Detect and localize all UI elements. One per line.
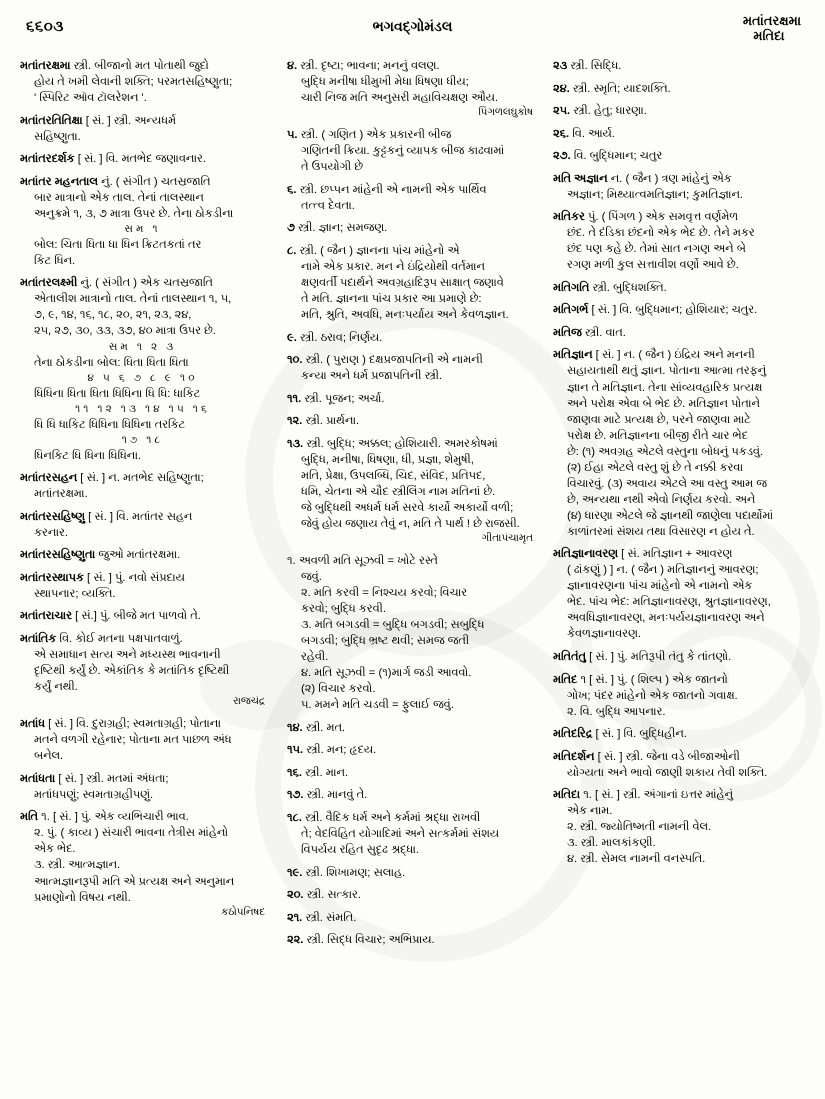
entry-body-line: ૩. સ્ત્રી. માલકાંકણી. <box>567 837 656 850</box>
entry-body-line: ધિનકિટ ધિ ધિના ધિધિના. <box>34 449 142 462</box>
headword: મતિ <box>20 811 39 824</box>
entry-body-line: કિટ ધિન. <box>34 254 76 267</box>
headword: મતાંતરતિતિક્ષા <box>20 114 83 127</box>
entry-body-line: ૫. મમને મતિ ચડવી = ફુલાઈ જવું. <box>301 699 454 712</box>
entry-headword-line: મતિદરિદ્ર [ સં. ] વિ. બુદ્ધિહીન. <box>553 728 687 741</box>
headword: મતિદરિદ્ર <box>553 728 593 741</box>
entry-body-line: તે ઉપયોગી છે <box>301 161 363 174</box>
entry-headword-line: ૨૦. સ્ત્રી. સત્કાર. <box>287 889 361 902</box>
entry-body-line: બુદ્ધિ મનીષા ધીમુખી મેધા ધિષણા ધીય; <box>301 76 469 89</box>
entry-body-line: છે, અન્યથા નથી એવો નિર્ણય કરવો. અને <box>567 493 756 506</box>
entry-headword-line: મતાંતરસહિષ્ણુતા જુઓ મતાંતરક્ષમા. <box>20 549 181 562</box>
entry-body-line: ( ઢાંકણું ) ] ન. ( જૈન ) મતિજ્ઞાનનું આવરણ; <box>567 564 759 577</box>
headword: મતિતંતુ <box>553 651 586 663</box>
dictionary-entry <box>287 243 533 323</box>
entry-body-line: કેવળજ્ઞાનાવરણ. <box>567 628 641 641</box>
entry-headword-line: મતિગર્ભ [ સં. ] વિ. બુદ્ધિમાન; હોશિયાર; ચતુર. <box>553 304 758 317</box>
entry-headword-line: ૧૩. સ્ત્રી. બુદ્ધિ; અક્કલ; હોશિયારી. અમરકોષમાં <box>287 437 498 450</box>
headword: ૧૦. <box>287 354 303 367</box>
entry-headword-line: ૬. સ્ત્રી. છપ્પન માંહેની એ નામની એક પાર્થિવ <box>287 183 487 196</box>
tala-beat-numbers: સમ ૧ ૨ ૩ <box>108 340 177 353</box>
entry-body-line: ધિધિના ધિતા ધિતા ધિધિના ધિ ધિ: ધાકિટ <box>34 387 201 400</box>
entry-headword-line: ૫. સ્ત્રી. ( ગણિત ) એક પ્રકારની બીજ <box>287 129 452 142</box>
column-3 <box>543 58 825 1099</box>
entry-body-line: ગણિતની ક્રિયા. કુટ્ટકનું વ્યાપક બીજ કાઢવામાં <box>301 145 505 158</box>
dictionary-entry <box>553 672 807 720</box>
tala-beat-numbers: ૪ ૫ ૬ ૭ ૮ ૯ ૧૦ <box>87 371 198 384</box>
dictionary-entry <box>287 220 533 236</box>
tala-beat-numbers: ૧૧ ૧૨ ૧૩ ૧૪ ૧૫ ૧૬ <box>75 402 210 415</box>
entry-headword-line: મતિદ ૧ [ સં. ] પું. ( શિલ્પ ) એક જાતનો <box>553 673 728 686</box>
entry-headword-line: ૧૮. સ્ત્રી. વૈદિક ધર્મ અને કર્મમાં શ્રદ્ધા રાખવી <box>287 811 481 824</box>
entry-body-line: સહિષ્ણુતા. <box>34 130 81 143</box>
entry-body-line: એક ભેદ. <box>34 843 76 856</box>
dictionary-entry <box>20 470 265 502</box>
entry-body-line: બનેલ. <box>34 750 64 763</box>
entry-body-line: (૪) ધારણા એટલે જે જ્ઞાનથી જાણેલા પદાર્થોમાં <box>567 509 774 522</box>
entry-body-line: યોગ્યતા અને ભાવો જાણી શકાય તેવી શક્તિ. <box>567 766 768 779</box>
entry-body-line: ૨. મતિ કરવી = નિશ્ચય કરવો; વિચાર <box>301 587 468 600</box>
entry-body-line: ' સ્પિરિટ ઑવ ટૉલરેશન '. <box>34 92 147 105</box>
dictionary-entry <box>287 887 533 903</box>
entry-body-line: અજ્ઞાન; મિથ્યાત્વમતિજ્ઞાન; કુમતિજ્ઞાન. <box>567 188 744 201</box>
dictionary-entry <box>553 126 807 142</box>
dictionary-entry <box>553 787 807 867</box>
headword: મતાંતિક <box>20 633 57 645</box>
dictionary-entry <box>287 182 533 214</box>
tala-beat-numbers: સમ ૧ <box>124 222 161 235</box>
entry-headword-line: મતિજ સ્ત્રી. વાત. <box>553 326 626 339</box>
entry-headword-line: ૨૫. સ્ત્રી. હેતુ; ધારણા. <box>553 105 647 118</box>
entry-body-line: એ સમાધાન સત્ય અને મધ્યસ્થ ભાવનાની <box>34 649 221 662</box>
headword: ૧૩. <box>287 437 304 450</box>
dictionary-entry <box>20 174 265 269</box>
guide-word-first: મતાંતરક્ષમા <box>742 13 801 28</box>
headword: ૨૬. <box>553 127 570 140</box>
entry-body-line: (૨) ઈહા એટલે વસ્તુ શું છે તે નક્કી કરવા <box>567 461 744 474</box>
dictionary-entry <box>553 302 807 318</box>
entry-body-line: ૪. સ્ત્રી. સેમલ નામની વનસ્પતિ. <box>567 853 706 866</box>
text-columns <box>0 58 825 1099</box>
entry-body-line: અવધિજ્ઞાનાવરણ, મનઃપર્યયજ્ઞાનાવરણ અને <box>567 612 765 625</box>
entry-headword-line: ૧૨. સ્ત્રી. પ્રાર્થના. <box>287 415 360 428</box>
entry-body-line: જે બુદ્ધિથી અધર્મ ધર્મ સરવે કાર્યો અકાર્યો વળી; <box>301 501 514 514</box>
entry-headword-line: મતાંતરાચાર [ સં.] પું. બીજે મત પાળવો તે. <box>20 610 201 623</box>
entry-headword-line: મતાંતરસહિષ્ણુ [ સં. ] વિ. મતાંતર સહન <box>20 510 193 523</box>
entry-body-line: બગડવી; બુદ્ધિ ભ્રષ્ટ થવી; સમજ જતી <box>301 635 470 648</box>
entry-body-line: જેવું હોય જણાય તેવું ન, મતિ તે પાર્થ ! છે રાજસી. <box>301 517 520 530</box>
dictionary-entry <box>20 113 265 145</box>
entry-body-line: ૨. વિ. બુદ્ધિ આપનાર. <box>567 705 666 718</box>
entry-body-line: વિપર્યય રહિત સુદૃઢ શ્રદ્ધા. <box>301 844 420 856</box>
dictionary-entry <box>20 275 265 463</box>
entry-body-line: તે મતિ. જ્ઞાનના પાંચ પ્રકાર આ પ્રમાણે છે: <box>301 292 482 305</box>
dictionary-entry <box>287 127 533 175</box>
headword: મતાંતરાચાર <box>20 610 72 623</box>
entry-body-line: તેના ઠોકડીના બોલ: ધિતા ધિતા ધિતા <box>34 356 189 369</box>
dictionary-entry <box>553 546 807 642</box>
entry-headword-line: મતિદા ૧. [ સં. ] સ્ત્રી. અંગાનાં ઇત્તર માંહેનું <box>553 789 734 802</box>
entry-body-line: એક નામ. <box>567 805 613 818</box>
dictionary-entry <box>553 171 807 203</box>
entry-headword-line: મતાંતરક્ષમા સ્ત્રી. બીજાનો મત પોતાથી જુદો <box>20 60 209 72</box>
dictionary-entry <box>20 570 265 602</box>
entry-body-line: મતાંધપણું; સ્વમતાગ્રહીપણું. <box>34 788 154 801</box>
entry-body-line: કરનાર. <box>34 526 68 539</box>
entry-body-line: મતને વળગી રહેનાર; પોતાના મત પાછળ અંધ <box>34 734 232 747</box>
entry-headword-line: ૨૩ સ્ત્રી. સિદ્ધિ. <box>553 60 622 72</box>
entry-body-line: સહાયતાથી થતું જ્ઞાન. પોતાના આત્મા તરફનું <box>567 365 767 378</box>
entry-body-line: કન્યા અને ધર્મ પ્રજાપતિની સ્ત્રી. <box>301 370 443 383</box>
entry-body-line: રગણ મળી કુલ સત્તાવીશ વર્ણો આવે છે. <box>567 259 739 272</box>
dictionary-entry <box>20 509 265 541</box>
entry-body-line: અનુક્રમે ૧, ૩, ૭ માત્રા ઉપર છે. તેના ઠોકડીના <box>34 207 234 220</box>
dictionary-entry <box>287 810 533 858</box>
dictionary-entry <box>553 649 807 665</box>
dictionary-entry <box>553 148 807 164</box>
entry-body-line: તત્ત્વ દેવતા. <box>301 199 355 212</box>
entry-body-line: ગોખ; પંદર માંહેનો એક જાતનો ગવાક્ષ. <box>567 689 738 702</box>
entry-headword-line: મતિગતિ સ્ત્રી. બુદ્ધિશક્તિ. <box>553 281 667 294</box>
dictionary-entry <box>20 771 265 803</box>
entry-headword-line: ૨૨. સ્ત્રી. સિદ્ધ વિચાર; અભિપ્રાય. <box>287 934 435 947</box>
dictionary-entry <box>20 151 265 167</box>
headword: મતિકર <box>553 211 585 224</box>
entry-headword-line: મતાંતરલક્ષ્મી નું. ( સંગીત ) એક ચતસ્રજાતિ <box>20 277 213 290</box>
entry-body-line: સ્થાપનાર; વ્યક્તિ. <box>34 587 116 600</box>
entry-headword-line: ૨૬. વિ. આર્ય. <box>553 127 615 140</box>
headword: ૨૫. <box>553 105 571 118</box>
entry-body-line: ૪. મતિ સૂઝવી = (૧)માર્ગ જડી આવવો. <box>301 667 472 680</box>
headword: ૧૯. <box>287 866 303 879</box>
entry-body-line: આત્મજ્ઞાનરૂપી મતિ એ પ્રત્યક્ષ અને અનુમાન <box>34 875 235 888</box>
guide-words <box>743 14 801 44</box>
headword: ૨૨. <box>287 934 304 947</box>
entry-body-line: કરવો; બુદ્ધિ કરવી. <box>301 603 387 616</box>
dictionary-entry <box>287 553 533 713</box>
entry-body-line: જવું. <box>301 571 322 584</box>
headword: ૫. <box>287 129 298 142</box>
dictionary-entry <box>287 865 533 881</box>
entry-body-line: ભેદ. પાંચ ભેદ: મતિજ્ઞાનાવરણ, શ્રુતજ્ઞાનાવરણ, <box>567 596 771 609</box>
entry-headword-line: મતિ અજ્ઞાન ન. ( જૈન ) ત્રણ માંહેનું એક <box>553 172 732 185</box>
dictionary-entry <box>287 720 533 736</box>
entry-body-line: ક્ષણવર્તી પદાર્થને અવગ્રહાદિરૂપ સાક્ષાત્ જણાવે <box>301 276 504 289</box>
dictionary-entry <box>553 58 807 74</box>
headword: ૯. <box>287 331 297 344</box>
entry-headword-line: ૧૯. સ્ત્રી. શિખામણ; સલાહ. <box>287 866 406 879</box>
dictionary-entry <box>553 325 807 341</box>
dictionary-entry <box>553 749 807 781</box>
entry-headword-line: મતાંધ [ સં. ] વિ. દુરાગ્રહી; સ્વમતાગ્રહી; પોતાના <box>20 718 221 731</box>
headword: ૧૬. <box>287 766 303 779</box>
dictionary-entry <box>553 347 807 539</box>
dictionary-entry <box>20 608 265 624</box>
entry-body-line: પ્રમાણોનો વિષય નથી. <box>34 891 131 904</box>
entry-headword-line: ૧૪. સ્ત્રી. મત. <box>287 721 346 734</box>
dictionary-entry <box>553 103 807 119</box>
entry-body-line: ૨. પું. ( કાવ્ય ) સંચારી ભાવના તેત્રીસ માંહેનો <box>34 827 229 840</box>
dictionary-entry <box>287 436 533 547</box>
headword: મતિજ <box>553 326 582 339</box>
entry-body-line: ધિ ધિ ધાકિટ ધિધિના ધિધિના તરકિટ <box>34 418 186 431</box>
headword: મતિજ્ઞાન <box>553 349 593 362</box>
entry-body-line: જ્ઞાનાવરણના પાંચ માંહેનો એ નામનો એક <box>567 580 753 593</box>
dictionary-entry <box>287 58 533 121</box>
entry-body-line: પરોક્ષ છે. મતિજ્ઞાનના બીજી રીતે ચાર ભેદ <box>567 429 748 442</box>
headword: મતાંતરલક્ષ્મી <box>20 277 78 290</box>
entry-body-line: તે; વેદવિહિત યોગાદિમાં અને સત્કર્મમાં સંશય <box>301 827 500 840</box>
headword: મતિદા <box>553 789 581 802</box>
entry-body-line: અને પરોક્ષ એવા બે ભેદ છે. મતિજ્ઞાન પોતાને <box>567 397 760 410</box>
entry-headword-line: મતિતંતુ [ સં. ] પું. મતિરૂપી તંતુ કે તાંતણો. <box>553 651 732 663</box>
headword: ૭ <box>287 222 295 235</box>
entry-body-line: જ્ઞાન તે મતિજ્ઞાન. તેના સાંવ્યવહારિક પ્રત્યક્ષ <box>567 381 763 394</box>
entry-source: રાજચંદ્ર <box>233 696 265 708</box>
entry-body-line: બુદ્ધિ, મનીષા, ધિષણા, ધી, પ્રજ્ઞા, શેમુષી, <box>301 453 474 466</box>
headword: ૧૫. <box>287 744 304 757</box>
entry-body-line: હોય તે ખમી લેવાની શક્તિ; પરમતસહિષ્ણુતા; <box>34 76 233 89</box>
headword: મતાંતરસહન <box>20 472 78 485</box>
entry-body-line: વિચારવું. (૩) અવાય એટલે આ વસ્તુ આમ જ <box>567 477 767 490</box>
entry-headword-line: ૧૭. સ્ત્રી. માનવું તે. <box>287 789 368 802</box>
dictionary-entry <box>287 765 533 781</box>
entry-headword-line: મતિકર પું. ( પિંગળ ) એક સમવૃત્ત વર્ણમેળ <box>553 211 739 224</box>
headword: મતાંધતા <box>20 772 56 785</box>
entry-body-line: ૩. મતિ બગડવી = બુદ્ધિ બગડવી; સબુદ્ધિ <box>301 619 485 632</box>
headword: ૨૦. <box>287 889 304 902</box>
entry-headword-line: મતાંતરદર્શક [ સં. ] વિ. મતભેદ જણાવનાર. <box>20 153 207 166</box>
entry-headword-line: ૨૧. સ્ત્રી. સંમતિ. <box>287 911 357 924</box>
entry-body-line: જાણવા માટે પ્રત્યક્ષ છે, પરને જાણવા માટે <box>567 413 751 426</box>
headword: ૧૮. <box>287 811 302 824</box>
entry-body-line: છંદ પણ કહે છે. તેમાં સાત નગણ અને બે <box>567 243 746 256</box>
entry-headword-line: મતિ ૧. [ સં. ] પું. એક વ્યભિચારી ભાવ. <box>20 811 189 824</box>
dictionary-entry <box>287 330 533 346</box>
entry-headword-line: મતિજ્ઞાનાવરણ [ સં. મતિજ્ઞાન + આવરણ <box>553 548 733 561</box>
dictionary-entry <box>553 81 807 97</box>
dictionary-entry <box>553 280 807 296</box>
entry-body-line: ૭, ૯, ૧૪, ૧૬, ૧૮, ૨૦, ૨૧, ૨૩, ૨૪, <box>34 309 192 322</box>
entry-headword-line: ૧૧. સ્ત્રી. પૂજન; અર્ચા. <box>287 392 385 405</box>
entry-source: ગીતાપંચામૃત <box>481 532 533 544</box>
guide-word-last: મતિદા <box>753 27 785 43</box>
headword: ૧૨. <box>287 415 303 428</box>
entry-headword-line: મતાંતર મહનતાલ નું. ( સંગીત ) ચતસ્રજાતિ <box>20 175 211 188</box>
entry-headword-line: ૧૦. સ્ત્રી. ( પુરાણ ) દક્ષપ્રજાપતિની એ નામની <box>287 354 483 367</box>
headword: ૨૩ <box>553 60 568 72</box>
dictionary-entry <box>553 209 807 273</box>
headword: મતિગતિ <box>553 281 590 294</box>
entry-source: પિંગળલઘુકોષ <box>478 107 533 119</box>
entry-body-line: ચારી નિજ મતિ અનુસરી મહાવિચક્ષણ ઔય. <box>301 92 499 105</box>
dictionary-entry <box>287 352 533 384</box>
headword: ૨૧. <box>287 911 303 924</box>
headword: મતિ અજ્ઞાન <box>553 172 608 185</box>
headword: ૧૪. <box>287 721 303 734</box>
entry-headword-line: ૧. અવળી મતિ સૂઝવી = ખોટે રસ્તે <box>287 555 438 567</box>
entry-body-line: મતાંતરક્ષમા. <box>34 488 88 501</box>
book-title: ભગવદ્ગોમંડલ <box>372 18 453 34</box>
headword: મતાંતર મહનતાલ <box>20 175 98 188</box>
headword: મતિજ્ઞાનાવરણ <box>553 548 619 561</box>
dictionary-entry <box>287 391 533 407</box>
entry-body-line: કર્યું નથી. <box>34 681 78 694</box>
dictionary-entry <box>287 413 533 429</box>
dictionary-entry <box>20 631 265 710</box>
entry-headword-line: ૪. સ્ત્રી. દૃષ્ટા; ભાવના; મનનું વલણ. <box>287 60 440 72</box>
entry-body-line: ધમિ, ચેતના એ ચૌદ સ્ત્રીલિંગ નામ મતિનાં છે. <box>301 485 496 498</box>
headword: ૧૧. <box>287 392 302 405</box>
entry-body-line: છે: (૧) અવગ્રહ એટલે વસ્તુના બોધનું પકડવું. <box>567 445 764 458</box>
dictionary-entry <box>553 726 807 742</box>
headword: મતિદર્શન <box>553 750 595 763</box>
headword: ૬. <box>287 183 297 196</box>
entry-body-line: ૩. સ્ત્રી. આત્મજ્ઞાન. <box>34 859 121 872</box>
column-2 <box>277 58 543 1099</box>
entry-body-line: રહેવી. <box>301 651 329 664</box>
entry-headword-line: મતાંતરસહન [ સં. ] ન. મતભેદ સહિષ્ણુતા; <box>20 472 204 485</box>
entry-headword-line: ૧૬. સ્ત્રી. માન. <box>287 766 349 779</box>
headword: મતિગર્ભ <box>553 304 589 317</box>
headword: ૨૪. <box>553 82 570 95</box>
folio-number: ૬૬૦૩ <box>26 18 64 35</box>
entry-headword-line: મતાંતિક વિ. કોઈ મતના પક્ષપાતવાળું. <box>20 633 183 645</box>
entry-headword-line: મતાંતરસ્થાપક [ સં. ] પું. નવો સંપ્રદાય <box>20 571 185 584</box>
entry-body-line: (૨) વિચાર કરવો. <box>301 683 376 696</box>
headword: મતાંતરક્ષમા <box>20 60 71 72</box>
column-1 <box>0 58 277 1099</box>
headword: ૧૭. <box>287 789 304 802</box>
dictionary-entry <box>287 932 533 948</box>
entry-headword-line: ૧૫. સ્ત્રી. મન; હૃદય. <box>287 744 377 757</box>
headword: મતાંતરદર્શક <box>20 153 75 166</box>
entry-headword-line: ૨૪. સ્ત્રી. સ્મૃતિ; યાદશક્તિ. <box>553 82 671 95</box>
entry-body-line: એતાલીશ માત્રાનો તાલ. તેનાં તાલસ્થાન ૧, ૫, <box>34 293 232 306</box>
dictionary-entry <box>287 787 533 803</box>
headword: મતાંતરસહિષ્ણુ <box>20 510 85 523</box>
dictionary-entry <box>20 547 265 563</box>
dictionary-entry <box>20 716 265 764</box>
dictionary-entry <box>20 809 265 920</box>
headword: ૪. <box>287 60 298 72</box>
entry-headword-line: ૭ સ્ત્રી. જ્ઞાન; સમજણ. <box>287 222 388 235</box>
entry-body-line: છંદ. તે દંડિકા છંદનો એક ભેદ છે. તેને મકર <box>567 227 755 240</box>
entry-headword-line: ૮. સ્ત્રી. ( જૈન ) જ્ઞાનના પાંચ માંહેનો એ <box>287 244 460 257</box>
tala-beat-numbers: ૧૭ ૧૮ <box>121 433 164 446</box>
entry-body-line: મતિ, પ્રેક્ષા, ઉપલબ્ધિ, ચિદ, સંવિદ, પ્રતિપદ, <box>301 469 486 482</box>
entry-body-line: નામે એક પ્રકાર. મન ને ઇંદ્રિયોથી વર્તમાન <box>301 260 485 273</box>
page-header <box>0 0 825 58</box>
dictionary-entry <box>287 910 533 926</box>
entry-headword-line: મતિજ્ઞાન [ સં. ] ન. ( જૈન ) ઇંદ્રિય અને મનની <box>553 349 755 362</box>
entry-source: કઠોપનિષદ <box>220 906 265 918</box>
entry-headword-line: ૨૭. વિ. બુદ્ધિમાન; ચતુર <box>553 150 663 163</box>
entry-body-line: ૨. સ્ત્રી. જ્યોતિષ્મતી નામની વેલ. <box>567 821 712 834</box>
headword: મતાંધ <box>20 718 46 731</box>
headword: ૨૭. <box>553 150 571 163</box>
entry-headword-line: મતાંધતા [ સં. ] સ્ત્રી. મતમાં અંધતા; <box>20 772 169 785</box>
entry-headword-line: મતાંતરતિતિક્ષા [ સં. ] સ્ત્રી. અન્યધર્મ <box>20 114 176 127</box>
entry-body-line: ૨૫, ૨૭, ૩૦, ૩૩, ૩૭, ૪૦ માત્રા ઉપર છે. <box>34 325 216 338</box>
entry-body-line: દૃષ્ટિથી કર્યું છે. એકાંતિક કે મતાંતિક દૃષ્ટિથી <box>34 665 230 678</box>
entry-body-line: કાળાંતરમાં સંશય તથા વિસારણ ન હોય તે. <box>567 525 755 538</box>
dictionary-entry <box>20 58 265 106</box>
headword: મતાંતરસ્થાપક <box>20 571 84 584</box>
entry-body-line: મતિ, શ્રુતિ, અવધિ, મનઃપર્યાય અને કેવળજ્ઞાન. <box>301 309 509 322</box>
headword: મતાંતરસહિષ્ણુતા <box>20 549 96 562</box>
headword: ૮. <box>287 244 297 257</box>
entry-headword-line: ૯. સ્ત્રી. ઠરાવ; નિર્ણય. <box>287 331 383 344</box>
entry-body-line: બોલ: ચિતા ધિતા ધા ધિન ક્રિટતકતાં તર <box>34 238 202 251</box>
headword: મતિદ <box>553 673 578 686</box>
entry-headword-line: મતિદર્શન [ સં. ] સ્ત્રી. જેના વડે બીજાઓની <box>553 750 740 763</box>
entry-body-line: બાર માત્રાનો એક તાલ. તેનાં તાલસ્થાન <box>34 191 204 204</box>
dictionary-entry <box>287 742 533 758</box>
